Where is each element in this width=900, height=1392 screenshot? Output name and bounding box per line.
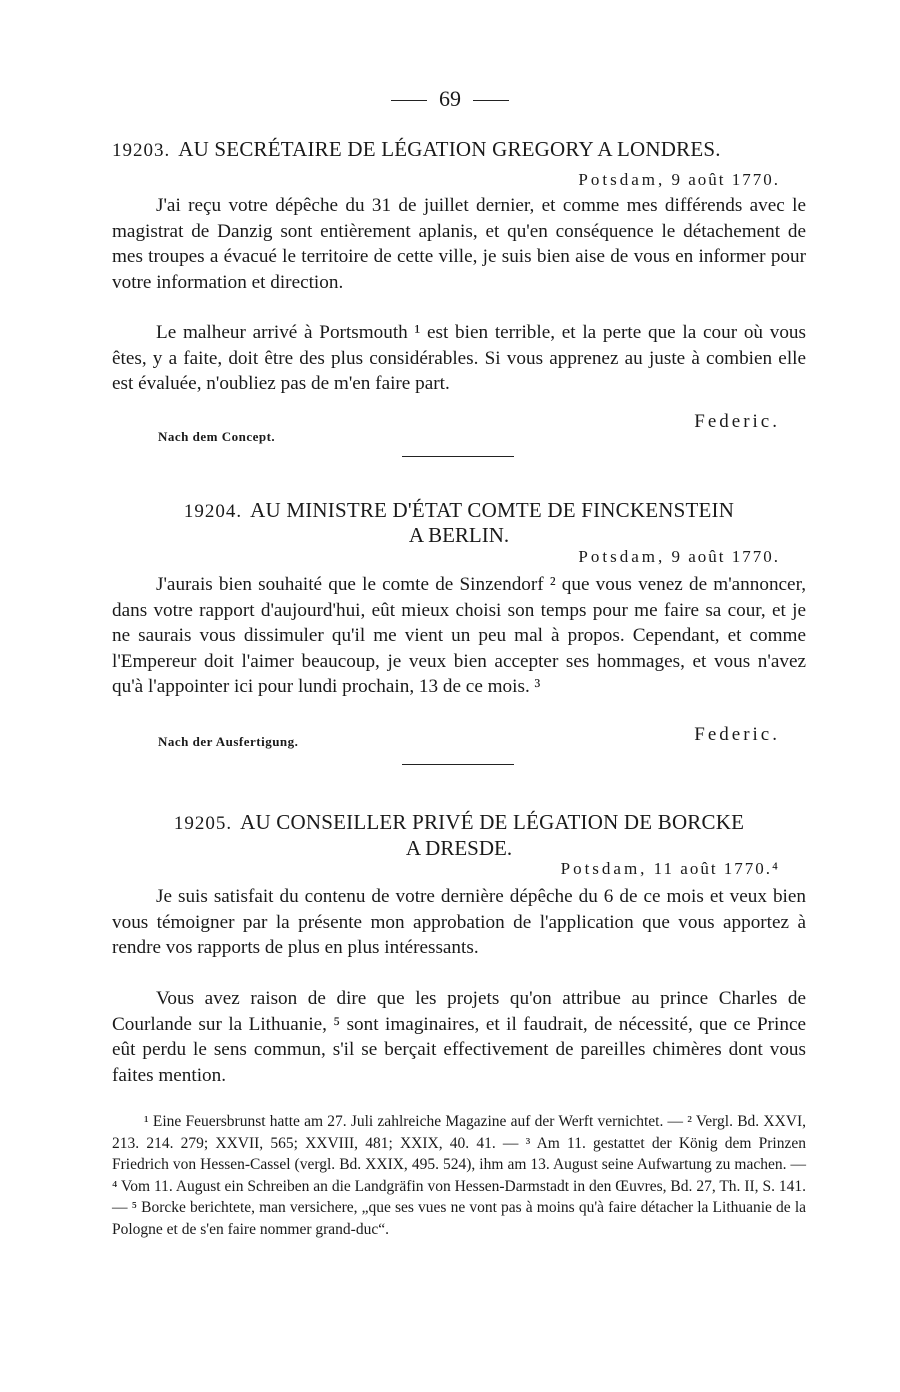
letter-paragraph: Le malheur arrivé à Portsmouth ¹ est bien terrible, et la perte que la cour où vous êtes, y a faite, doit être des plus considérables. Si vous apprenez au juste à combien elle est évaluée, n'oubliez pas de m'en faire part. xyxy=(112,322,806,394)
letter-heading xyxy=(112,810,806,835)
letter-dateline xyxy=(578,170,780,190)
dateline-place: Potsdam, xyxy=(578,547,666,566)
letter-paragraph: J'aurais bien souhaité que le comte de Sinzendorf ² que vous venez de m'annoncer, dans votre rapport d'aujourd'hui, eût mieux choisi son temps pour me faire sa cour, et je ne saurais vous dissimuler qu'il me vient un peu mal à propos. Cependant, et comme l'Empereur doit l'aimer beaucoup, je veux bien accepter ses hommages, et vous n'avez qu'à l'appointer ici pour lundi prochain, 13 de ce mois. ³ xyxy=(112,574,806,697)
letter-paragraph: Je suis satisfait du contenu de votre dernière dépêche du 6 de ce mois et veux bien vous témoigner par la présente mon approbation de l'application que vous apportez à rendre vos rapports de plus en plus intéressants. xyxy=(112,886,806,958)
page-number: 69 xyxy=(439,86,461,111)
letter-signature: Federic. xyxy=(694,724,780,745)
letter-dateline xyxy=(578,547,780,567)
letter-number: 19205. xyxy=(173,813,233,834)
dateline-date: 9 août 1770. xyxy=(671,170,780,189)
dateline-place: Potsdam, xyxy=(560,859,648,878)
letter-title: AU MINISTRE D'ÉTAT COMTE DE FINCKENSTEIN xyxy=(250,498,735,522)
dateline-date: 9 août 1770. xyxy=(671,547,780,566)
letter-number: 19204. xyxy=(183,501,243,522)
dateline-place: Potsdam, xyxy=(578,170,666,189)
section-divider xyxy=(402,764,514,765)
letter-heading xyxy=(112,137,806,162)
letter-heading xyxy=(112,498,806,523)
letter-paragraph: J'ai reçu votre dépêche du 31 de juillet dernier, et comme mes différends avec le magistrat de Danzig sont entièrement aplanis, et qu'en conséquence le détachement de mes troupes a évacué le territoire de cette ville, je suis bien aise de vous en informer pour votre information et direction. xyxy=(112,195,806,293)
letter-source-note: Nach dem Concept. xyxy=(158,429,276,444)
letter-title: AU CONSEILLER PRIVÉ DE LÉGATION DE BORCKE xyxy=(240,810,745,834)
letter-dateline xyxy=(561,859,780,879)
letter-title: AU SECRÉTAIRE DE LÉGATION GREGORY A LONDRES. xyxy=(178,137,721,161)
letter-title-line-2: A BERLIN. xyxy=(408,523,510,547)
letter-source-note: Nach der Ausfertigung. xyxy=(158,734,299,749)
letter-paragraph: Vous avez raison de dire que les projets qu'on attribue au prince Charles de Courlande sur la Lithuanie, ⁵ sont imaginaires, et il faudrait, de nécessité, que ce Prince eût perdu le sens commun, s'il se berçait effectivement de pareilles chimères dont vous faites mention. xyxy=(112,988,806,1086)
dateline-date: 11 août 1770.⁴ xyxy=(653,859,780,878)
letter-number: 19203. xyxy=(112,140,171,161)
page-number-dash-right xyxy=(473,100,509,101)
letter-title-line-2: A DRESDE. xyxy=(405,836,513,860)
letter-signature: Federic. xyxy=(694,411,780,432)
page-number-dash-left xyxy=(391,100,427,101)
page-number-line xyxy=(0,86,900,112)
footnotes: ¹ Eine Feuersbrunst hatte am 27. Juli zahlreiche Magazine auf der Werft vernichtet. — ² Vergl. Bd. XXVI, 213. 214. 279; XXVII, 565; XXVIII, 481; XXIX, 40. 41. — ³ Am 11. gestattet der König dem Prinzen Friedrich von Hessen-Cassel (vergl. Bd. XXIX, 495. 524), ihm am 13. August seine Aufwartung zu machen. — ⁴ Vom 11. August ein Schreiben an die Landgräfin von Hessen-Darmstadt in den Œuvres, Bd. 27, Th. II, S. 141. — ⁵ Borcke berichtete, man versichere, „que ses vues ne vont pas à moins qu'à faire détacher la Lithuanie de la Pologne et de s'en faire nommer grand-duc“. xyxy=(112,1113,806,1238)
section-divider xyxy=(402,456,514,457)
